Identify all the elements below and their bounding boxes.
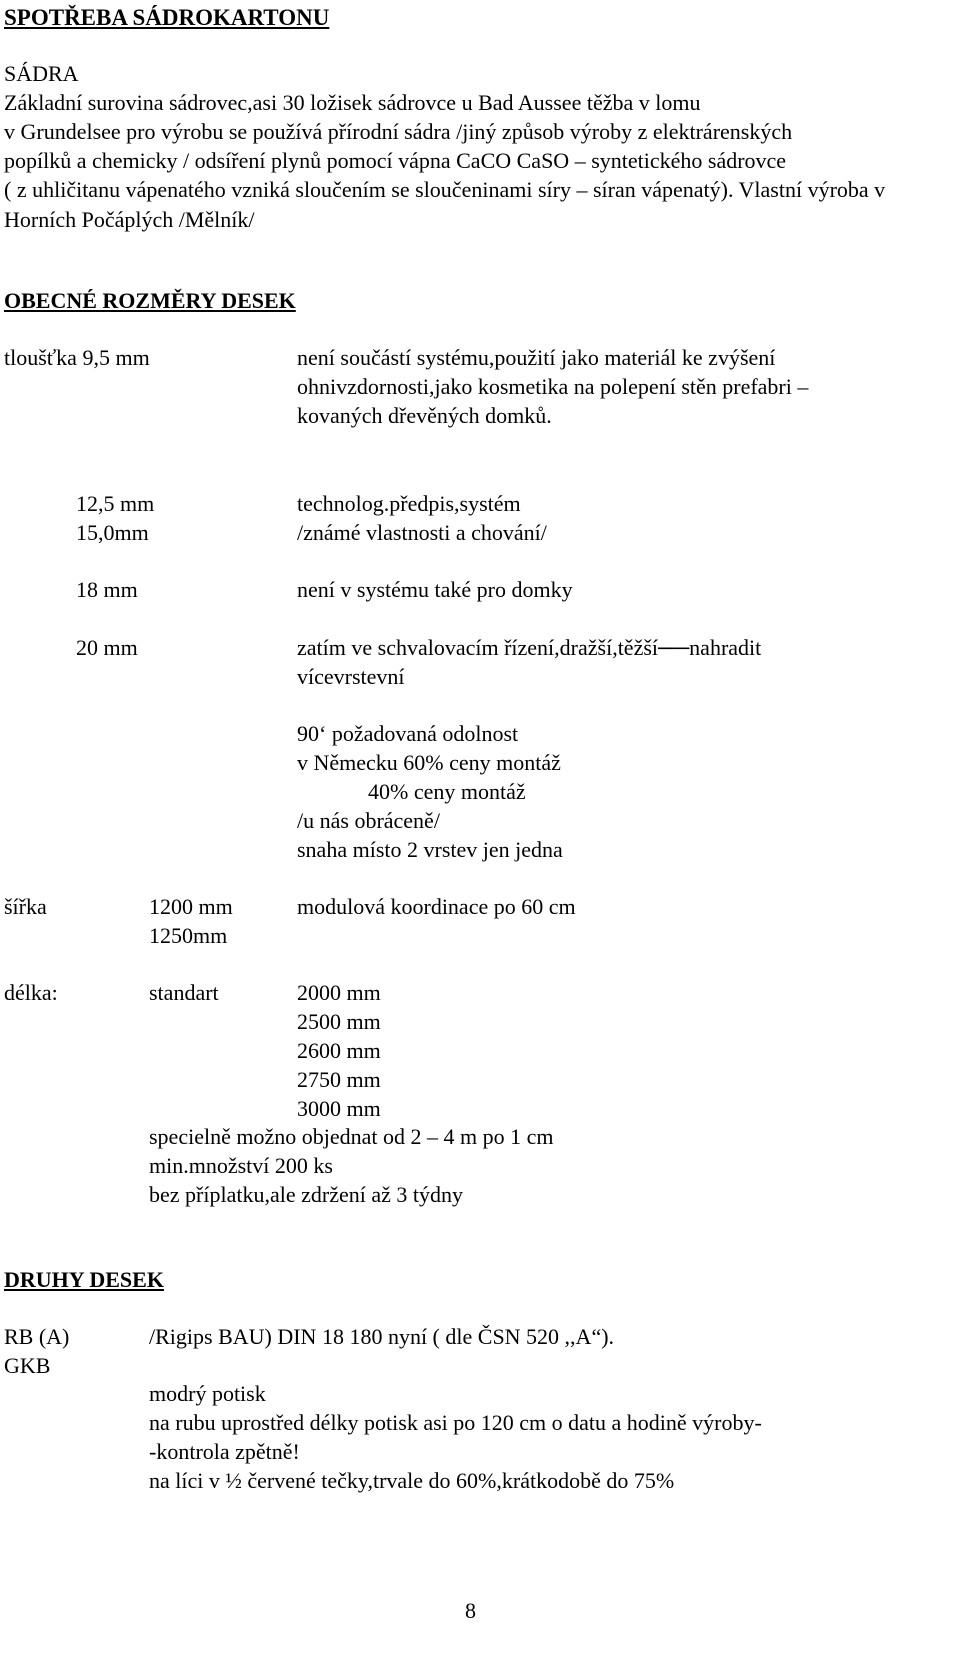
note-line: snaha místo 2 vrstev jen jedna [297, 837, 563, 862]
board-desc-line: modrý potisk [149, 1381, 266, 1406]
page-number: 8 [465, 1598, 476, 1623]
length-value: 3000 mm [297, 1096, 381, 1121]
thickness-18-desc: není v systému také pro domky [297, 577, 573, 602]
note-line: 40% ceny montáž [368, 779, 526, 804]
length-value: 2600 mm [297, 1038, 381, 1063]
length-type: standart [149, 980, 219, 1005]
thickness-desc: kovaných dřevěných domků. [297, 403, 552, 428]
thickness-20-desc: zatím ve schvalovacím řízení,dražší,těžší──nahradit [297, 635, 762, 660]
board-desc-line: na líci v ½ červené tečky,trvale do 60%,krátkodobě do 75% [149, 1468, 675, 1493]
thickness-20-desc: vícevrstevní [297, 664, 405, 689]
paragraph-line: v Grundelsee pro výrobu se používá přírodní sádra /jiný způsob výroby z elektrárenských [4, 119, 793, 144]
length-value: 2000 mm [297, 980, 381, 1005]
section-heading-sadra: SÁDRA [4, 61, 79, 86]
length-value: 2750 mm [297, 1067, 381, 1092]
width-desc: modulová koordinace po 60 cm [297, 894, 576, 919]
board-code: GKB [4, 1353, 51, 1378]
width-value: 1200 mm [149, 894, 233, 919]
thickness-18: 18 mm [76, 577, 138, 602]
paragraph-line: popílků a chemicky / odsíření plynů pomocí vápna CaCO CaSO – syntetického sádrovce [4, 148, 787, 173]
width-label: šířka [4, 894, 47, 919]
section-heading-druhy: DRUHY DESEK [4, 1267, 164, 1292]
thickness-desc: ohnivzdornosti,jako kosmetika na polepení stěn prefabri – [297, 374, 809, 399]
thickness-15: 15,0mm [76, 520, 149, 545]
paragraph-line: Základní surovina sádrovec,asi 30 ložisek sádrovce u Bad Aussee těžba v lomu [4, 90, 701, 115]
thickness-15-desc: /známé vlastnosti a chování/ [297, 520, 547, 545]
thickness-label: tloušťka 9,5 mm [4, 345, 150, 370]
page-title: SPOTŘEBA SÁDROKARTONU [4, 5, 330, 30]
paragraph-line: ( z uhličitanu vápenatého vzniká sloučením se sloučeninami síry – síran vápenatý). Vlastní výroba v Horních Počáplých /Mělník/ [4, 177, 886, 232]
note-line: /u nás obráceně/ [297, 808, 440, 833]
thickness-20: 20 mm [76, 635, 138, 660]
section-heading-rozmery: OBECNÉ ROZMĚRY DESEK [4, 288, 296, 313]
thickness-desc: není součástí systému,použití jako materiál ke zvýšení [297, 345, 776, 370]
length-note: specielně možno objednat od 2 – 4 m po 1 cm [149, 1124, 554, 1149]
board-desc-line: na rubu uprostřed délky potisk asi po 120 cm o datu a hodině výroby- [149, 1410, 762, 1435]
width-value: 1250mm [149, 923, 228, 948]
board-desc-line: /Rigips BAU) DIN 18 180 nyní ( dle ČSN 520 ,,A“). [149, 1324, 615, 1349]
board-code: RB (A) [4, 1324, 70, 1349]
length-value: 2500 mm [297, 1009, 381, 1034]
length-note: bez příplatku,ale zdržení až 3 týdny [149, 1182, 463, 1207]
thickness-12-5-desc: technolog.předpis,systém [297, 491, 521, 516]
length-label: délka: [4, 980, 58, 1005]
length-note: min.množství 200 ks [149, 1153, 333, 1178]
note-line: 90‘ požadovaná odolnost [297, 721, 519, 746]
board-desc-line: -kontrola zpětně! [149, 1439, 300, 1464]
thickness-12-5: 12,5 mm [76, 491, 155, 516]
note-line: v Německu 60% ceny montáž [297, 750, 561, 775]
